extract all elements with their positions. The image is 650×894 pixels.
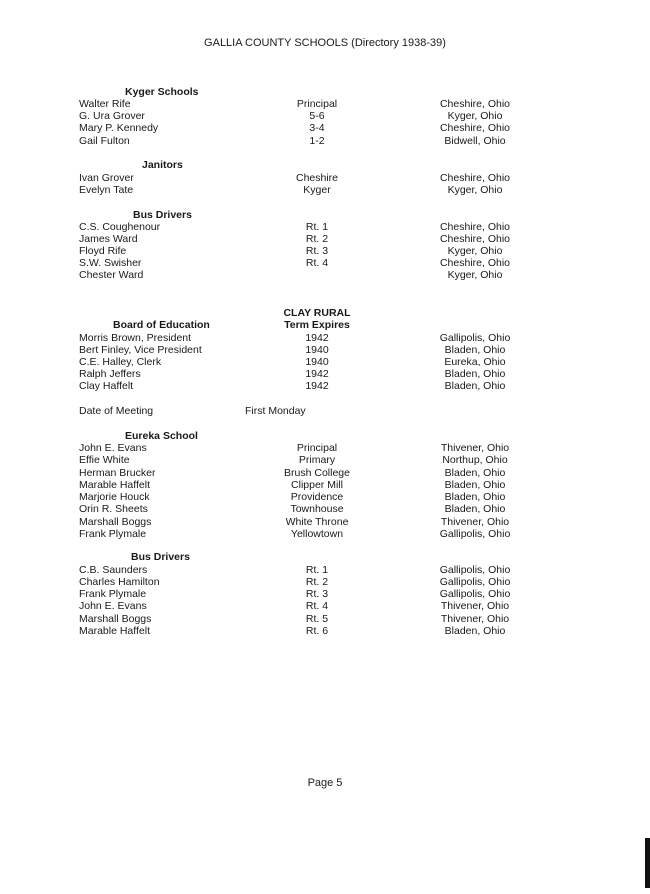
staff-position: Brush College <box>284 467 350 479</box>
staff-address: Bladen, Ohio <box>444 479 506 491</box>
table-row <box>0 135 650 148</box>
staff-position: Providence <box>290 491 344 503</box>
driver-name: Marable Haffelt <box>79 625 151 637</box>
staff-name: Mary P. Kennedy <box>79 122 159 134</box>
term-expires-heading: Term Expires <box>284 319 350 331</box>
driver-name: S.W. Swisher <box>79 257 142 269</box>
section-heading-bus-drivers: Bus Drivers <box>131 551 190 563</box>
section-heading-eureka-school: Eureka School <box>125 430 198 442</box>
staff-name: Marjorie Houck <box>79 491 150 503</box>
driver-address: Thivener, Ohio <box>440 600 510 612</box>
board-member-address: Bladen, Ohio <box>444 344 506 356</box>
driver-address: Gallipolis, Ohio <box>439 564 511 576</box>
table-row <box>0 503 650 516</box>
driver-address: Cheshire, Ohio <box>439 233 511 245</box>
table-row <box>0 184 650 197</box>
bus-route: Rt. 3 <box>305 245 329 257</box>
driver-address: Thivener, Ohio <box>440 613 510 625</box>
driver-address: Gallipolis, Ohio <box>439 588 511 600</box>
board-member-name: Clay Haffelt <box>79 380 134 392</box>
bus-route: Rt. 1 <box>305 221 329 233</box>
bus-route: Rt. 2 <box>305 576 329 588</box>
staff-name: Marable Haffelt <box>79 479 151 491</box>
staff-address: Thivener, Ohio <box>440 516 510 528</box>
table-row <box>0 625 650 638</box>
bus-route: Rt. 2 <box>305 233 329 245</box>
staff-name: Ivan Grover <box>79 172 134 184</box>
table-row <box>0 600 650 613</box>
meeting-row <box>0 405 650 418</box>
staff-address: Cheshire, Ohio <box>439 122 511 134</box>
board-member-address: Bladen, Ohio <box>444 368 506 380</box>
staff-name: Marshall Boggs <box>79 516 152 528</box>
staff-name: G. Ura Grover <box>79 110 145 122</box>
driver-name: C.B. Saunders <box>79 564 148 576</box>
driver-name: James Ward <box>79 233 138 245</box>
term-expires: 1942 <box>305 368 329 380</box>
section-heading-janitors: Janitors <box>142 159 183 171</box>
term-expires: 1940 <box>305 356 329 368</box>
staff-address: Thivener, Ohio <box>440 442 510 454</box>
staff-name: John E. Evans <box>79 442 147 454</box>
driver-name: Marshall Boggs <box>79 613 152 625</box>
staff-position: Principal <box>296 442 338 454</box>
table-row <box>0 269 650 282</box>
board-member-address: Gallipolis, Ohio <box>439 332 511 344</box>
table-row <box>0 122 650 135</box>
driver-address: Cheshire, Ohio <box>439 221 511 233</box>
board-member-name: C.E. Halley, Clerk <box>79 356 162 368</box>
driver-name: John E. Evans <box>79 600 147 612</box>
table-row <box>0 454 650 467</box>
staff-position: 1-2 <box>309 135 325 147</box>
bus-route: Rt. 4 <box>305 600 329 612</box>
staff-name: Orin R. Sheets <box>79 503 148 515</box>
meeting-value: First Monday <box>245 405 306 417</box>
staff-position: Kyger <box>303 184 331 196</box>
staff-name: Frank Plymale <box>79 528 147 540</box>
staff-address: Bladen, Ohio <box>444 467 506 479</box>
staff-address: Kyger, Ohio <box>447 184 503 196</box>
staff-position: White Throne <box>285 516 349 528</box>
staff-position: Yellowtown <box>290 528 344 540</box>
driver-address: Gallipolis, Ohio <box>439 576 511 588</box>
staff-address: Bidwell, Ohio <box>444 135 506 147</box>
staff-position: Clipper Mill <box>291 479 343 491</box>
section-heading-board-of-education: Board of Education <box>113 319 210 331</box>
board-member-address: Bladen, Ohio <box>444 380 506 392</box>
table-row <box>0 528 650 541</box>
staff-address: Northup, Ohio <box>442 454 508 466</box>
bus-route: Rt. 4 <box>305 257 329 269</box>
staff-position: 3-4 <box>309 122 325 134</box>
driver-name: Frank Plymale <box>79 588 147 600</box>
district-heading: CLAY RURAL <box>283 307 351 319</box>
staff-name: Effie White <box>79 454 130 466</box>
board-member-address: Eureka, Ohio <box>444 356 506 368</box>
staff-address: Bladen, Ohio <box>444 503 506 515</box>
section-heading-kyger-schools: Kyger Schools <box>125 86 199 98</box>
staff-address: Cheshire, Ohio <box>439 98 511 110</box>
term-expires: 1940 <box>305 344 329 356</box>
section-heading-bus-drivers: Bus Drivers <box>133 209 192 221</box>
board-member-name: Morris Brown, President <box>79 332 192 344</box>
staff-address: Gallipolis, Ohio <box>439 528 511 540</box>
table-row <box>0 380 650 393</box>
board-member-name: Ralph Jeffers <box>79 368 141 380</box>
staff-address: Kyger, Ohio <box>447 110 503 122</box>
staff-name: Herman Brucker <box>79 467 156 479</box>
staff-position: Townhouse <box>290 503 344 515</box>
bus-route: Rt. 1 <box>305 564 329 576</box>
staff-name: Evelyn Tate <box>79 184 134 196</box>
term-expires: 1942 <box>305 332 329 344</box>
staff-position: Principal <box>296 98 338 110</box>
driver-name: Charles Hamilton <box>79 576 160 588</box>
staff-position: Primary <box>298 454 336 466</box>
staff-name: Gail Fulton <box>79 135 130 147</box>
page-number: Page 5 <box>307 777 343 789</box>
driver-address: Kyger, Ohio <box>447 245 503 257</box>
driver-name: C.S. Coughenour <box>79 221 161 233</box>
staff-address: Bladen, Ohio <box>444 491 506 503</box>
bus-route: Rt. 3 <box>305 588 329 600</box>
driver-address: Kyger, Ohio <box>447 269 503 281</box>
driver-name: Chester Ward <box>79 269 144 281</box>
staff-name: Walter Rife <box>79 98 131 110</box>
bus-route: Rt. 5 <box>305 613 329 625</box>
scan-edge-mark <box>645 838 650 888</box>
term-expires: 1942 <box>305 380 329 392</box>
staff-address: Cheshire, Ohio <box>439 172 511 184</box>
staff-position: Cheshire <box>295 172 339 184</box>
board-member-name: Bert Finley, Vice President <box>79 344 202 356</box>
staff-position: 5-6 <box>309 110 325 122</box>
driver-name: Floyd Rife <box>79 245 127 257</box>
meeting-label: Date of Meeting <box>79 405 154 417</box>
driver-address: Bladen, Ohio <box>444 625 506 637</box>
page-title: GALLIA COUNTY SCHOOLS (Directory 1938-39) <box>204 37 446 49</box>
driver-address: Cheshire, Ohio <box>439 257 511 269</box>
bus-route: Rt. 6 <box>305 625 329 637</box>
